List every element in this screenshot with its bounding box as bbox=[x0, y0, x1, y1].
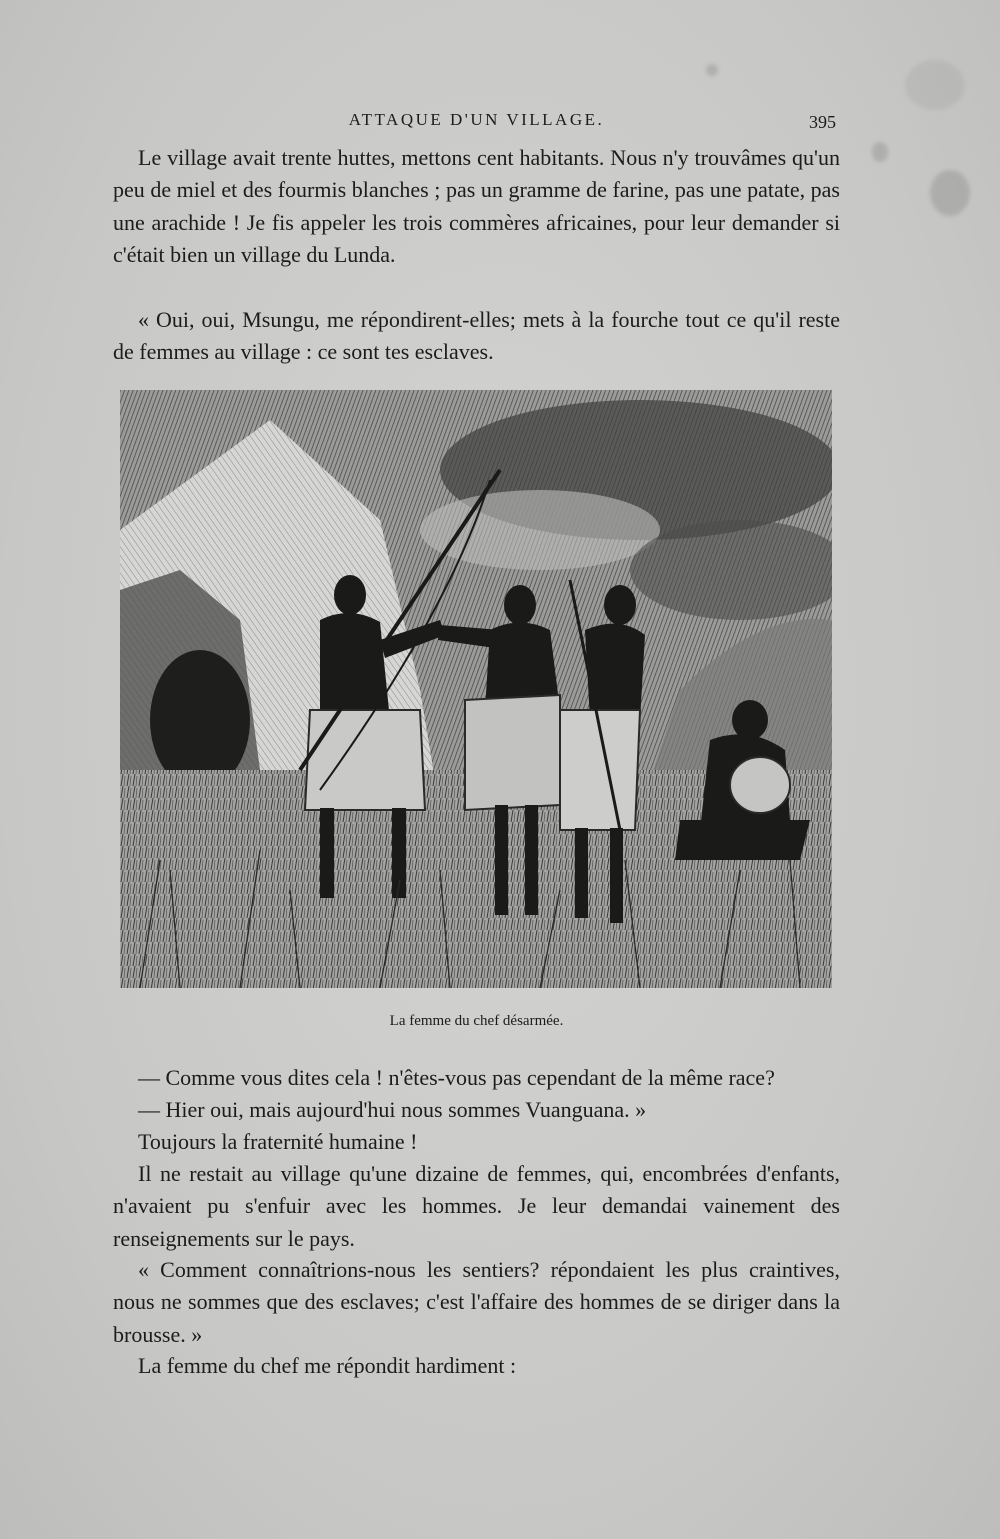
ink-stain bbox=[872, 142, 888, 162]
paragraph: Toujours la fraternité humaine ! bbox=[138, 1129, 418, 1154]
engraving-scene bbox=[120, 390, 832, 988]
running-title: ATTAQUE D'UN VILLAGE. bbox=[348, 110, 605, 129]
paragraph: « Comment connaîtrions-nous les sentiers? répondaient les plus craintives, nous ne sommes que des esclaves; c'est l'affaire des hommes de se diriger dans la brousse. » bbox=[113, 1257, 840, 1347]
paragraph: — Comme vous dites cela ! n'êtes-vous pas cependant de la même race? bbox=[138, 1065, 775, 1090]
figure-caption: La femme du chef désarmée. bbox=[389, 1013, 564, 1029]
page-header bbox=[113, 108, 840, 138]
paragraph: « Oui, oui, Msungu, me répondirent-elles; mets à la fourche tout ce qu'il reste de femmes au village : ce sont tes esclaves. bbox=[113, 307, 840, 365]
ink-stain bbox=[706, 64, 718, 76]
ink-stain bbox=[930, 170, 970, 216]
paragraph: — Hier oui, mais aujourd'hui nous sommes Vuanguana. » bbox=[138, 1097, 647, 1122]
ink-stain bbox=[905, 60, 965, 110]
engraving-illustration bbox=[120, 390, 832, 988]
page-number: 395 bbox=[809, 112, 836, 132]
paragraph: Il ne restait au village qu'une dizaine de femmes, qui, encombrées d'enfants, n'avaient pu s'enfuir avec les hommes. Je leur demandai vainement des renseignements sur le pays. bbox=[113, 1161, 840, 1251]
paragraph: Le village avait trente huttes, mettons cent habitants. Nous n'y trouvâmes qu'un peu de miel et des fourmis blanches ; pas un gramme de farine, pas une patate, pas une arachide ! Je fis appeler les trois commères africaines, pour leur demander si c'était bien un village du Lunda. bbox=[113, 145, 840, 267]
paragraph: La femme du chef me répondit hardiment : bbox=[138, 1353, 517, 1378]
